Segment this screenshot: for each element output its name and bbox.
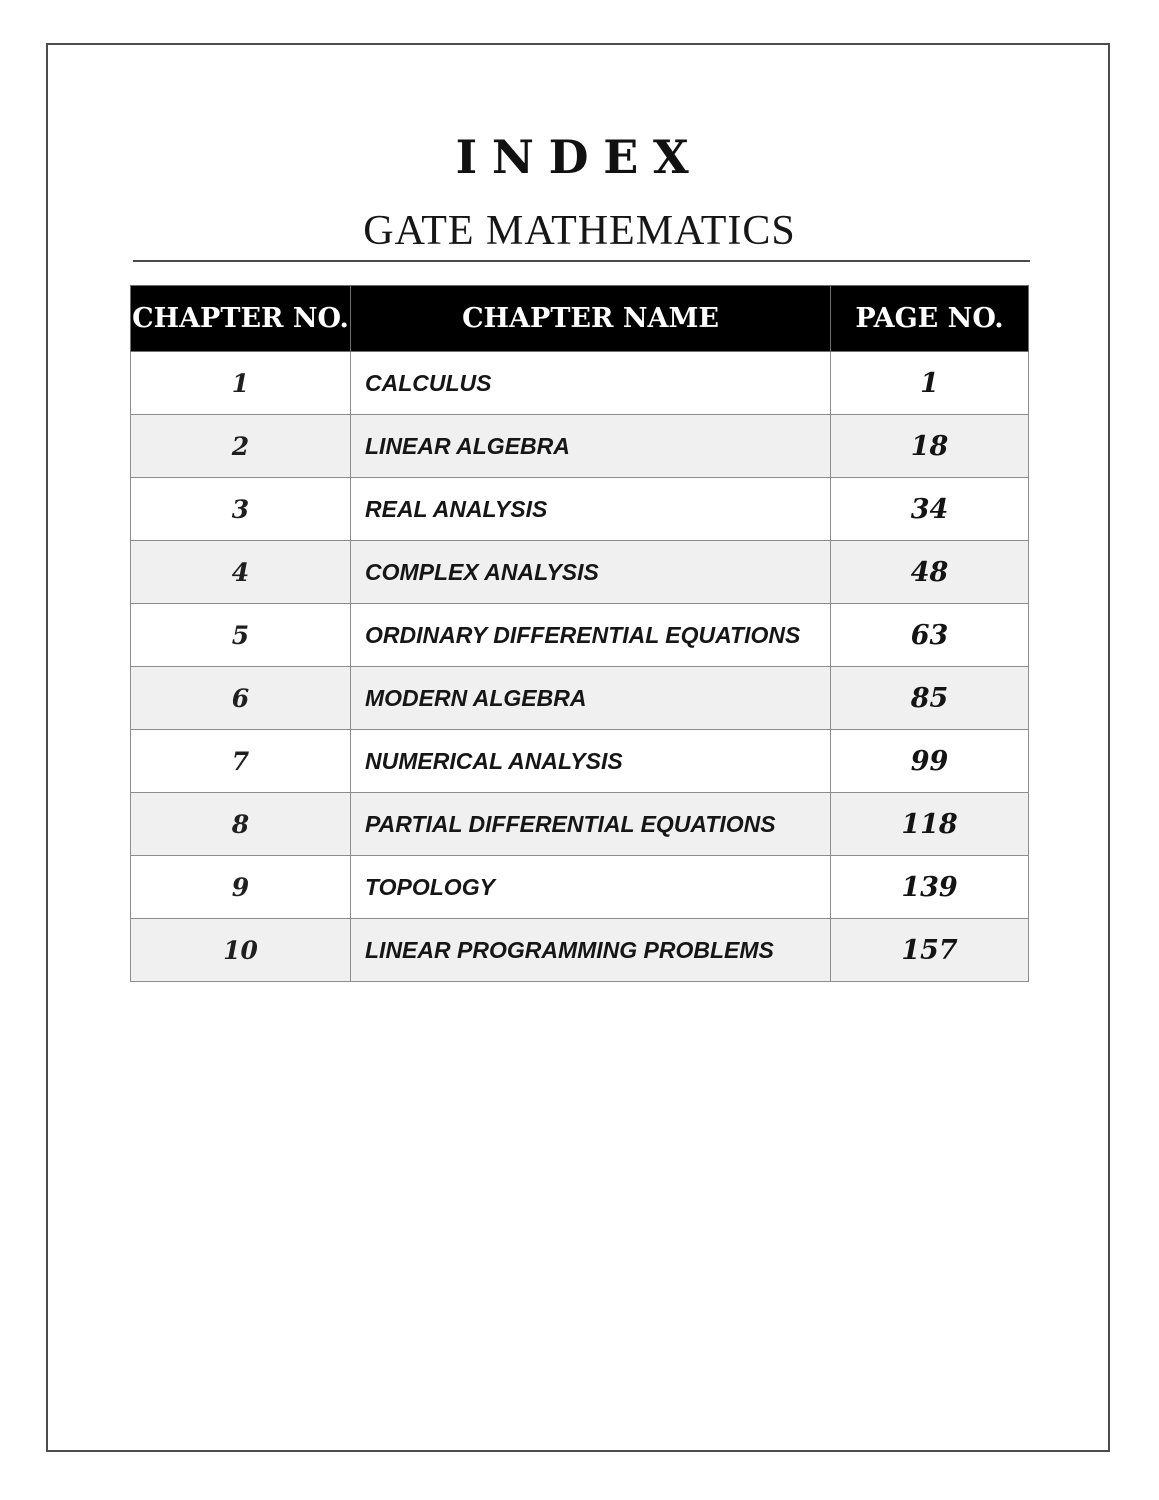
chapter-no-cell: 9 (131, 856, 351, 919)
page-no-cell: 48 (831, 541, 1029, 604)
table-row (131, 856, 1029, 919)
chapter-name-cell: TOPOLOGY (351, 856, 831, 919)
chapter-no-cell: 1 (131, 352, 351, 415)
chapter-name-cell: COMPLEX ANALYSIS (351, 541, 831, 604)
chapter-name-cell: MODERN ALGEBRA (351, 667, 831, 730)
chapter-no-cell: 6 (131, 667, 351, 730)
table-row (131, 793, 1029, 856)
table-row (131, 478, 1029, 541)
chapter-no-cell: 8 (131, 793, 351, 856)
page-no-cell: 118 (831, 793, 1029, 856)
table-row (131, 352, 1029, 415)
page-no-cell: 157 (831, 919, 1029, 982)
table-row (131, 541, 1029, 604)
chapter-name-cell: ORDINARY DIFFERENTIAL EQUATIONS (351, 604, 831, 667)
header-chapter-name: CHAPTER NAME (351, 286, 831, 352)
table-row (131, 604, 1029, 667)
chapter-no-cell: 3 (131, 478, 351, 541)
page-no-cell: 99 (831, 730, 1029, 793)
chapter-name-cell: PARTIAL DIFFERENTIAL EQUATIONS (351, 793, 831, 856)
page-no-cell: 1 (831, 352, 1029, 415)
chapter-name-cell: NUMERICAL ANALYSIS (351, 730, 831, 793)
chapter-no-cell: 10 (131, 919, 351, 982)
chapter-no-cell: 2 (131, 415, 351, 478)
chapter-no-cell: 5 (131, 604, 351, 667)
chapter-name-cell: CALCULUS (351, 352, 831, 415)
chapter-no-cell: 4 (131, 541, 351, 604)
table-body (131, 352, 1029, 982)
chapter-name-cell: LINEAR ALGEBRA (351, 415, 831, 478)
header-page-no: PAGE NO. (831, 286, 1029, 352)
table-header (131, 286, 1029, 352)
page-no-cell: 85 (831, 667, 1029, 730)
page-no-cell: 139 (831, 856, 1029, 919)
chapter-no-cell: 7 (131, 730, 351, 793)
page-no-cell: 63 (831, 604, 1029, 667)
index-table (130, 285, 1029, 982)
chapter-name-cell: LINEAR PROGRAMMING PROBLEMS (351, 919, 831, 982)
book-title: GATE MATHEMATICS (363, 208, 796, 254)
page-title: INDEX (455, 130, 704, 184)
page-no-cell: 34 (831, 478, 1029, 541)
title-divider (133, 260, 1030, 262)
table-row (131, 415, 1029, 478)
header-row (131, 286, 1029, 352)
table-row (131, 919, 1029, 982)
page-no-cell: 18 (831, 415, 1029, 478)
table-row (131, 730, 1029, 793)
table-row (131, 667, 1029, 730)
header-chapter-no: CHAPTER NO. (131, 286, 351, 352)
chapter-name-cell: REAL ANALYSIS (351, 478, 831, 541)
